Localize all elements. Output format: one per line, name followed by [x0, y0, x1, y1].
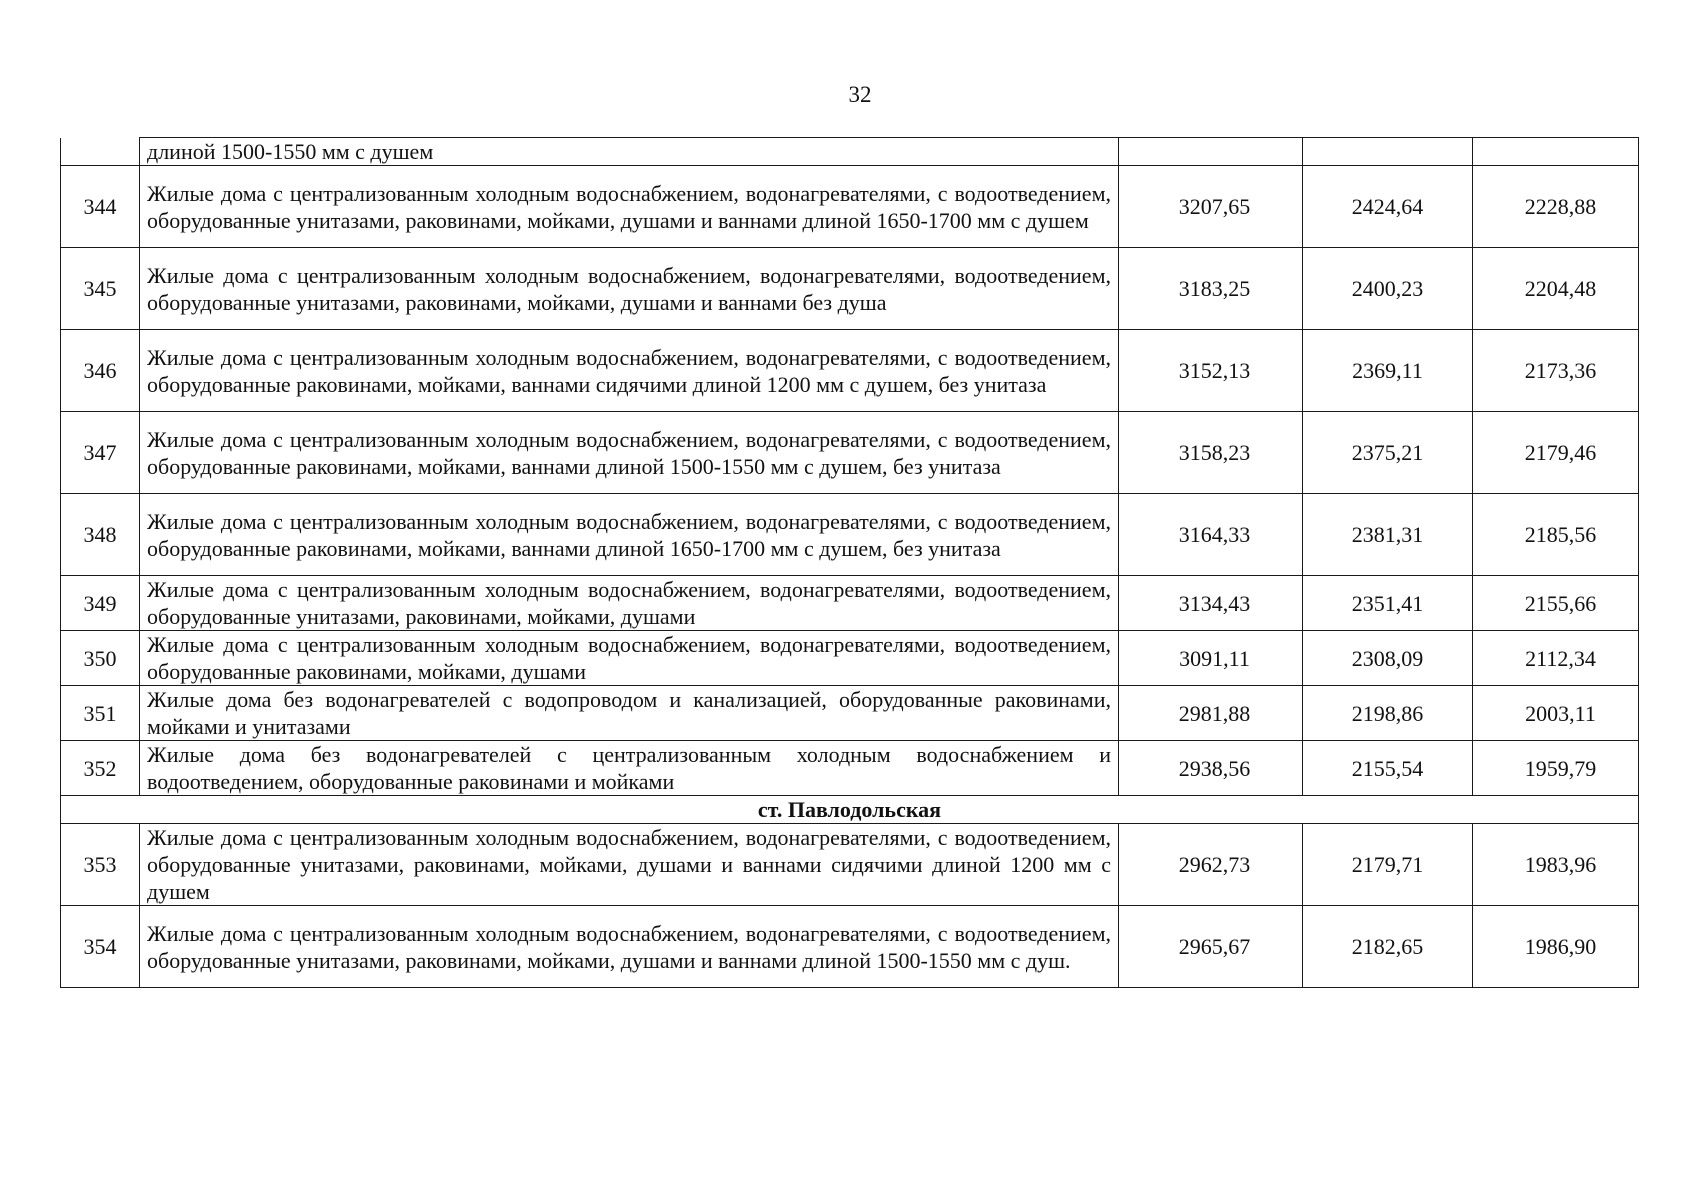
- row-value-3: 1959,79: [1473, 741, 1639, 796]
- table-row: [61, 576, 1639, 631]
- row-number: 353: [61, 824, 140, 906]
- row-description: Жилые дома без водонагревателей с централизованным холодным водоснабжением и водоотведением, оборудованные раковинами и мойками: [140, 741, 1119, 796]
- row-number: 352: [61, 741, 140, 796]
- page-number: 32: [848, 82, 872, 107]
- row-description: Жилые дома с централизованным холодным водоснабжением, водонагревателями, с водоотведением, оборудованные унитазами, раковинами, мойками, душами и ваннами длиной 1650-1700 мм с душем: [140, 166, 1119, 248]
- row-value-3: 2173,36: [1473, 330, 1639, 412]
- row-value-2: 2179,71: [1303, 824, 1473, 906]
- row-number: 347: [61, 412, 140, 494]
- row-value-3: 2228,88: [1473, 166, 1639, 248]
- row-value-1: [1119, 138, 1303, 166]
- row-number: 349: [61, 576, 140, 631]
- row-number: 348: [61, 494, 140, 576]
- section-header-row: [61, 796, 1639, 824]
- row-description: Жилые дома с централизованным холодным водоснабжением, водонагревателями, водоотведением, оборудованные унитазами, раковинами, мойками, душами и ваннами без душа: [140, 248, 1119, 330]
- row-value-2: 2381,31: [1303, 494, 1473, 576]
- row-value-2: 2198,86: [1303, 686, 1473, 741]
- row-value-1: 3152,13: [1119, 330, 1303, 412]
- row-number: 354: [61, 906, 140, 988]
- row-value-1: 3183,25: [1119, 248, 1303, 330]
- row-value-3: 1983,96: [1473, 824, 1639, 906]
- row-value-2: [1303, 138, 1473, 166]
- table-row: [61, 631, 1639, 686]
- row-value-3: 2204,48: [1473, 248, 1639, 330]
- row-number: 346: [61, 330, 140, 412]
- row-value-1: 2981,88: [1119, 686, 1303, 741]
- row-value-2: 2155,54: [1303, 741, 1473, 796]
- table-row: [61, 741, 1639, 796]
- row-number: 351: [61, 686, 140, 741]
- row-value-2: 2369,11: [1303, 330, 1473, 412]
- table-row: [61, 494, 1639, 576]
- row-value-3: 1986,90: [1473, 906, 1639, 988]
- table-row: [61, 412, 1639, 494]
- tariff-table: [60, 137, 1639, 988]
- row-value-1: 3158,23: [1119, 412, 1303, 494]
- row-number: 344: [61, 166, 140, 248]
- row-value-3: 2179,46: [1473, 412, 1639, 494]
- row-value-1: 3164,33: [1119, 494, 1303, 576]
- row-description: Жилые дома с централизованным холодным водоснабжением, водонагревателями, водоотведением, оборудованные раковинами, мойками, душами: [140, 631, 1119, 686]
- row-value-1: 3207,65: [1119, 166, 1303, 248]
- row-value-1: 3134,43: [1119, 576, 1303, 631]
- row-value-2: 2308,09: [1303, 631, 1473, 686]
- section-title: ст. Павлодольская: [61, 796, 1639, 824]
- row-description: Жилые дома с централизованным холодным водоснабжением, водонагревателями, с водоотведением, оборудованные унитазами, раковинами, мойками, душами и ваннами длиной 1500-1550 мм с душ.: [140, 906, 1119, 988]
- table-row-continuation: [61, 138, 1639, 166]
- table-row: [61, 248, 1639, 330]
- row-value-3: 2003,11: [1473, 686, 1639, 741]
- row-value-1: 3091,11: [1119, 631, 1303, 686]
- table-row: [61, 824, 1639, 906]
- table-body: [61, 138, 1639, 988]
- row-description: Жилые дома с централизованным холодным водоснабжением, водонагревателями, с водоотведением, оборудованные раковинами, мойками, ваннами длиной 1500-1550 мм с душем, без унитаза: [140, 412, 1119, 494]
- row-value-3: 2155,66: [1473, 576, 1639, 631]
- row-value-2: 2182,65: [1303, 906, 1473, 988]
- table-row: [61, 330, 1639, 412]
- row-value-2: 2351,41: [1303, 576, 1473, 631]
- row-description: Жилые дома с централизованным холодным водоснабжением, водонагревателями, с водоотведением, оборудованные раковинами, мойками, ваннами длиной 1650-1700 мм с душем, без унитаза: [140, 494, 1119, 576]
- row-value-1: 2938,56: [1119, 741, 1303, 796]
- row-description: Жилые дома с централизованным холодным водоснабжением, водонагревателями, с водоотведением, оборудованные унитазами, раковинами, мойками, душами и ваннами сидячими длиной 1200 мм с душем: [140, 824, 1119, 906]
- row-number-cell: [61, 138, 140, 166]
- row-value-2: 2424,64: [1303, 166, 1473, 248]
- row-value-3: 2185,56: [1473, 494, 1639, 576]
- table-row: [61, 686, 1639, 741]
- row-description: Жилые дома с централизованным холодным водоснабжением, водонагревателями, водоотведением, оборудованные унитазами, раковинами, мойками, душами: [140, 576, 1119, 631]
- row-value-2: 2375,21: [1303, 412, 1473, 494]
- table-row: [61, 166, 1639, 248]
- row-value-3: 2112,34: [1473, 631, 1639, 686]
- row-value-1: 2962,73: [1119, 824, 1303, 906]
- row-value-2: 2400,23: [1303, 248, 1473, 330]
- row-value-3: [1473, 138, 1639, 166]
- row-description: длиной 1500-1550 мм с душем: [140, 138, 1119, 166]
- row-number: 350: [61, 631, 140, 686]
- row-description: Жилые дома с централизованным холодным водоснабжением, водонагревателями, с водоотведением, оборудованные раковинами, мойками, ваннами сидячими длиной 1200 мм с душем, без унитаза: [140, 330, 1119, 412]
- table-row: [61, 906, 1639, 988]
- row-description: Жилые дома без водонагревателей с водопроводом и канализацией, оборудованные раковинами, мойками и унитазами: [140, 686, 1119, 741]
- row-number: 345: [61, 248, 140, 330]
- row-value-1: 2965,67: [1119, 906, 1303, 988]
